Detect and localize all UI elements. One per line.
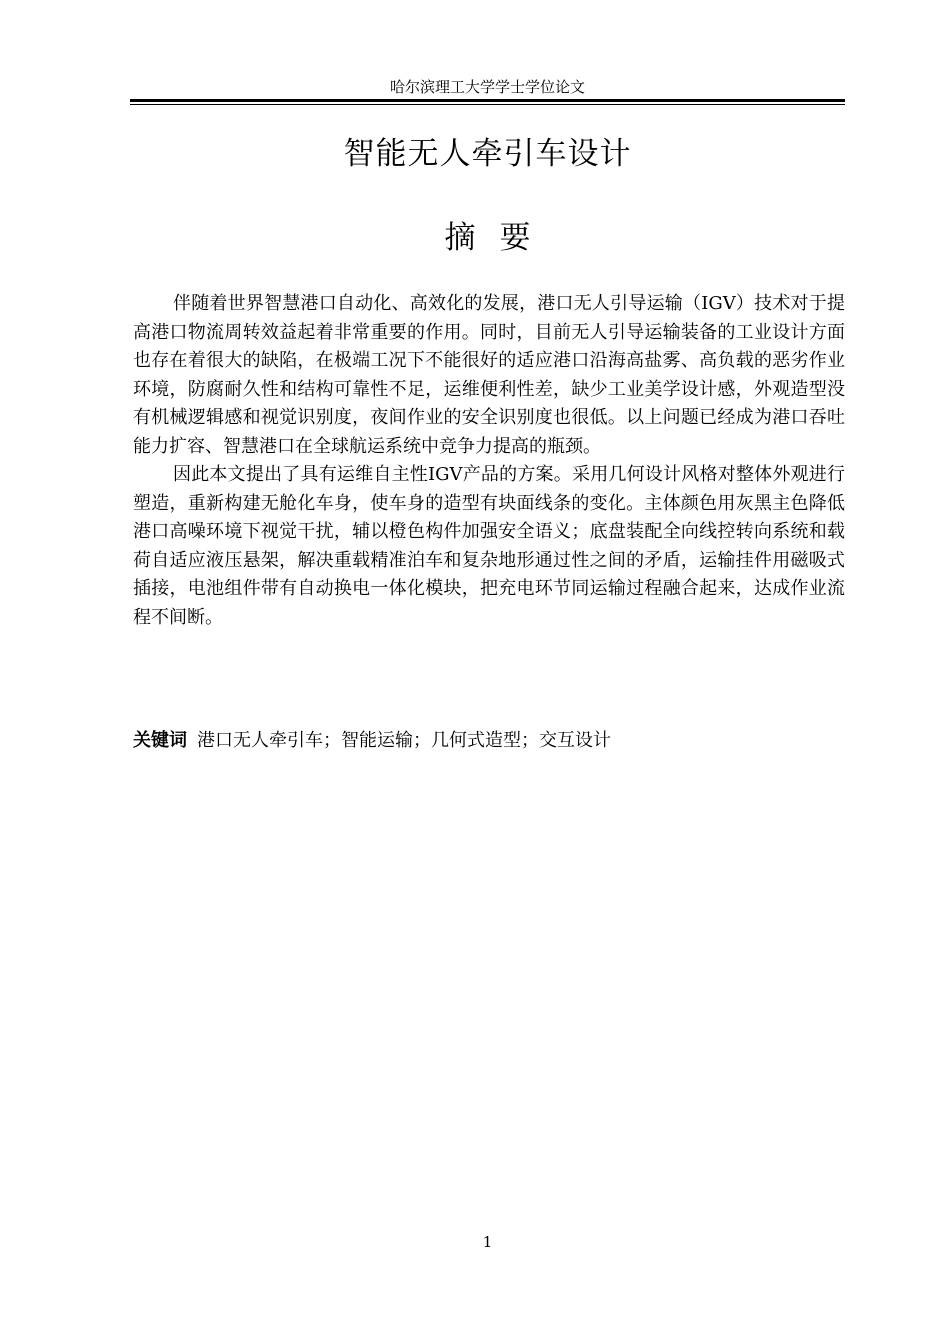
- abstract-body: [133, 290, 845, 632]
- keywords-line: [133, 727, 845, 755]
- keywords-text: 港口无人牵引车；智能运输；几何式造型；交互设计: [197, 730, 611, 751]
- header-rule-thick: [130, 99, 845, 102]
- abstract-paragraph-2: 因此本文提出了具有运维自主性IGV产品的方案。采用几何设计风格对整体外观进行塑造，重新构建无舱化车身，使车身的造型有块面线条的变化。主体颜色用灰黑主色降低港口高噪环境下视觉干扰，辅以橙色构件加强安全语义；底盘装配全向线控转向系统和载荷自适应液压悬架，解决重载精准泊车和复杂地形通过性之间的矛盾，运输挂件用磁吸式插接，电池组件带有自动换电一体化模块，把充电环节同运输过程融合起来，达成作业流程不间断。: [133, 464, 845, 628]
- running-header: 哈尔滨理工大学学士学位论文: [389, 78, 585, 96]
- keywords-label: 关键词: [133, 730, 187, 751]
- abstract-paragraph-1: 伴随着世界智慧港口自动化、高效化的发展，港口无人引导运输（IGV）技术对于提高港口物流周转效益起着非常重要的作用。同时，目前无人引导运输装备的工业设计方面也存在着很大的缺陷，在极端工况下不能很好的适应港口沿海高盐雾、高负载的恶劣作业环境，防腐耐久性和结构可靠性不足，运维便利性差，缺少工业美学设计感，外观造型没有机械逻辑感和视觉识别度，夜间作业的安全识别度也很低。以上问题已经成为港口吞吐能力扩容、智慧港口在全球航运系统中竞争力提高的瓶颈。: [133, 293, 845, 457]
- thesis-title: 智能无人牵引车设计: [343, 136, 632, 172]
- page-number: 1: [482, 1233, 493, 1251]
- abstract-heading: 摘要: [444, 220, 555, 256]
- header-rule-thin: [130, 104, 845, 105]
